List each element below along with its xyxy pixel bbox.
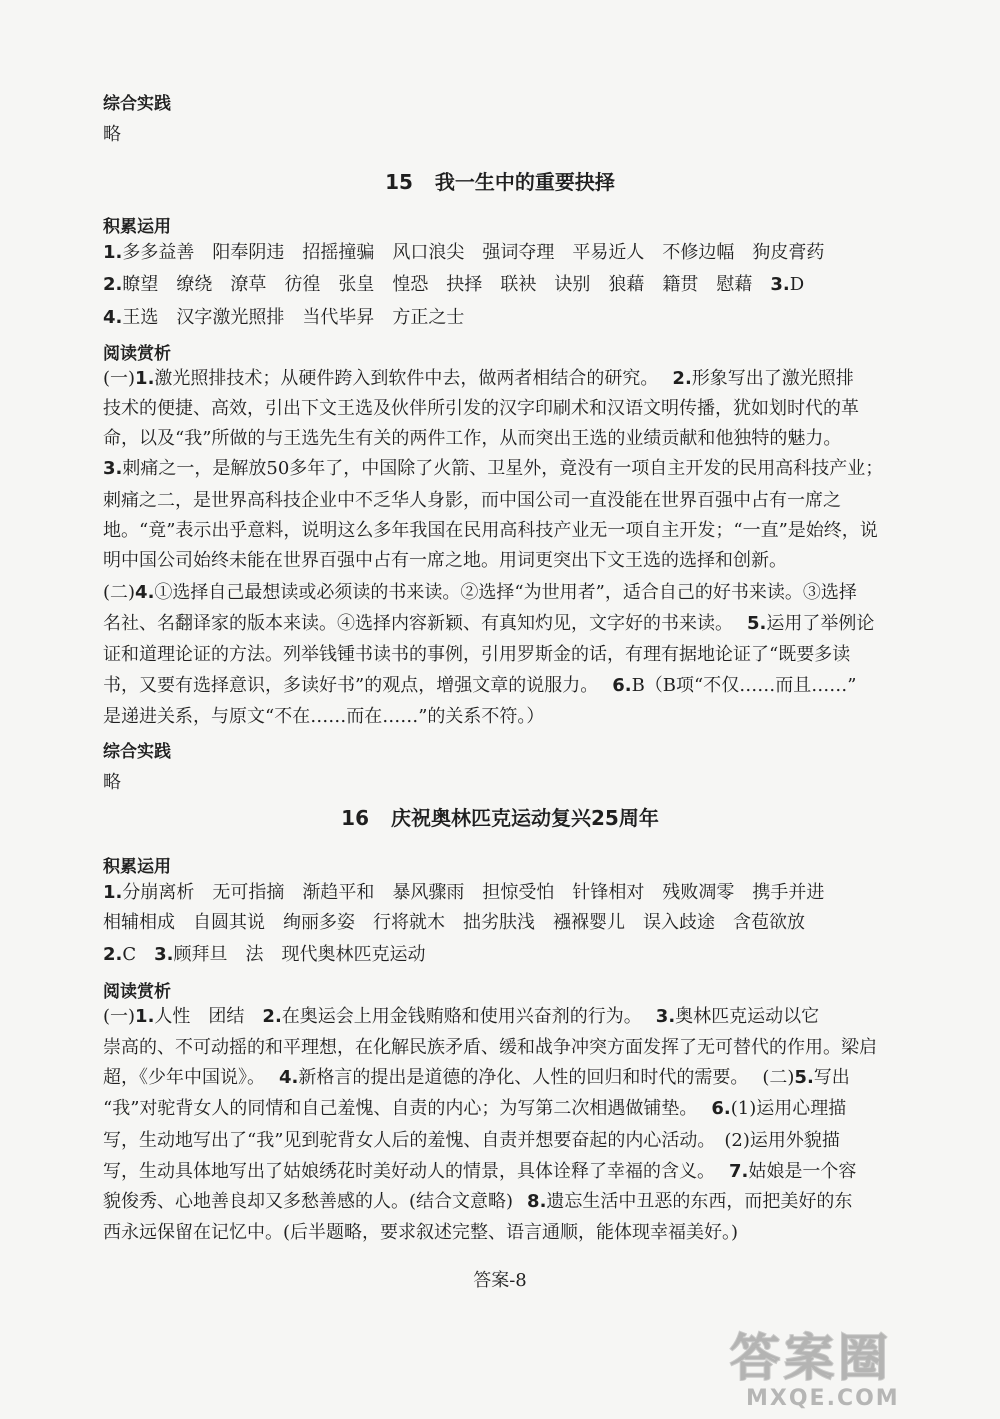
answer-line: (一)1.激光照排技术；从硬件跨入到软件中去，做两者相结合的研究。 2.形象写出了激光照排 bbox=[103, 368, 854, 389]
answer-line: 3.刺痛之一，是解放50多年了，中国除了火箭、卫星外，竟没有一项自主开发的民用高科技产业； bbox=[103, 458, 884, 479]
page-number: 答案-8 bbox=[473, 1270, 527, 1291]
answer-line: 是递进关系，与原文“不在……而在……”的关系不符。） bbox=[103, 706, 545, 727]
lesson-title bbox=[0, 167, 1000, 197]
answer-line: 命，以及“我”所做的与王选先生有关的两件工作，从而突出王选的业绩贡献和他独特的魅力。 bbox=[103, 428, 842, 449]
answer-line: 技术的便捷、高效，引出下文王选及伙伴所引发的汉字印刷术和汉语文明传播，犹如划时代的革 bbox=[103, 398, 859, 419]
lesson-title-text: 我一生中的重要抉择 bbox=[434, 170, 615, 194]
answer-line: 1.多多益善 阳奉阴违 招摇撞骗 风口浪尖 强词夺理 平易近人 不修边幅 狗皮膏药 bbox=[103, 242, 825, 263]
lesson-title bbox=[0, 803, 1000, 833]
watermark-glyphs: 答案圈 bbox=[730, 1329, 892, 1387]
answer-line: 书，又要有选择意识，多读好书”的观点，增强文章的说服力。 6.B（B项“不仅……而且……” bbox=[103, 675, 857, 696]
answer-line: 明中国公司始终未能在世界百强中占有一席之地。用词更突出下文王选的选择和创新。 bbox=[103, 550, 787, 571]
section-heading: 综合实践 bbox=[103, 742, 171, 762]
answer-line: 地。“竟”表示出乎意料，说明这么多年我国在民用高科技产业无一项自主开发；“一直”是始终，说 bbox=[103, 520, 878, 541]
answer-line: 名社、名翻译家的版本来读。④选择内容新颖、有真知灼见，文字好的书来读。 5.运用了举例论 bbox=[103, 613, 875, 634]
answer-line: 1.分崩离析 无可指摘 渐趋平和 暴风骤雨 担惊受怕 针锋相对 残败凋零 携手并进 bbox=[103, 882, 825, 903]
section-body: 略 bbox=[103, 772, 121, 793]
watermark-logo bbox=[730, 1330, 930, 1412]
answer-line: 相辅相成 自圆其说 绚丽多姿 行将就木 拙劣肤浅 襁褓婴儿 误入歧途 含苞欲放 bbox=[103, 912, 805, 933]
answer-line: 西永远保留在记忆中。(后半题略，要求叙述完整、语言通顺，能体现幸福美好。) bbox=[103, 1222, 739, 1243]
answer-line: 崇高的、不可动摇的和平理想，在化解民族矛盾、缓和战争冲突方面发挥了无可替代的作用。梁启 bbox=[103, 1037, 877, 1058]
answer-line: 写，生动具体地写出了姑娘绣花时美好动人的情景，具体诠释了幸福的含义。 7.姑娘是一个容 bbox=[103, 1161, 857, 1182]
section-heading: 综合实践 bbox=[103, 94, 171, 114]
section-heading: 阅读赏析 bbox=[103, 344, 171, 364]
answer-line: 2.瞭望 缭绕 潦草 彷徨 张皇 惶恐 抉择 联袂 诀别 狼藉 籍贯 慰藉 3.D bbox=[103, 274, 805, 295]
lesson-number: 16 bbox=[341, 806, 369, 830]
answer-line: 证和道理论证的方法。列举钱锺书读书的事例，引用罗斯金的话，有理有据地论证了“既要多读 bbox=[103, 644, 851, 665]
answer-line: 超，《少年中国说》。 4.新格言的提出是道德的净化、人性的回归和时代的需要。 (二)5.写出 bbox=[103, 1067, 850, 1088]
section-heading: 积累运用 bbox=[103, 857, 171, 877]
answer-line: “我”对驼背女人的同情和自己羞愧、自责的内心；为写第二次相遇做铺垫。 6.(1)运用心理描 bbox=[103, 1098, 847, 1119]
section-heading: 积累运用 bbox=[103, 217, 171, 237]
answer-line: 写，生动地写出了“我”见到驼背女人后的羞愧、自责并想要奋起的内心活动。 (2)运用外貌描 bbox=[103, 1130, 840, 1151]
lesson-number: 15 bbox=[385, 170, 413, 194]
answer-line: 2.C 3.顾拜旦 法 现代奥林匹克运动 bbox=[103, 944, 426, 965]
answer-line: (二)4.①选择自己最想读或必须读的书来读。②选择“为世用者”，适合自己的好书来读。③选择 bbox=[103, 582, 857, 603]
answer-line: 刺痛之二，是世界高科技企业中不乏华人身影，而中国公司一直没能在世界百强中占有一席之 bbox=[103, 490, 841, 511]
watermark-url: MXQE.COM bbox=[746, 1386, 900, 1411]
answer-line: (一)1.人性 团结 2.在奥运会上用金钱贿赂和使用兴奋剂的行为。 3.奥林匹克运动以它 bbox=[103, 1006, 820, 1027]
section-heading: 阅读赏析 bbox=[103, 982, 171, 1002]
lesson-title-text: 庆祝奥林匹克运动复兴25周年 bbox=[391, 806, 659, 830]
answer-line: 4.王选 汉字激光照排 当代毕昇 方正之士 bbox=[103, 307, 465, 328]
answer-line: 貌俊秀、心地善良却又多愁善感的人。(结合文意略) 8.遗忘生活中丑恶的东西，而把美好的东 bbox=[103, 1191, 853, 1212]
section-body: 略 bbox=[103, 124, 121, 145]
